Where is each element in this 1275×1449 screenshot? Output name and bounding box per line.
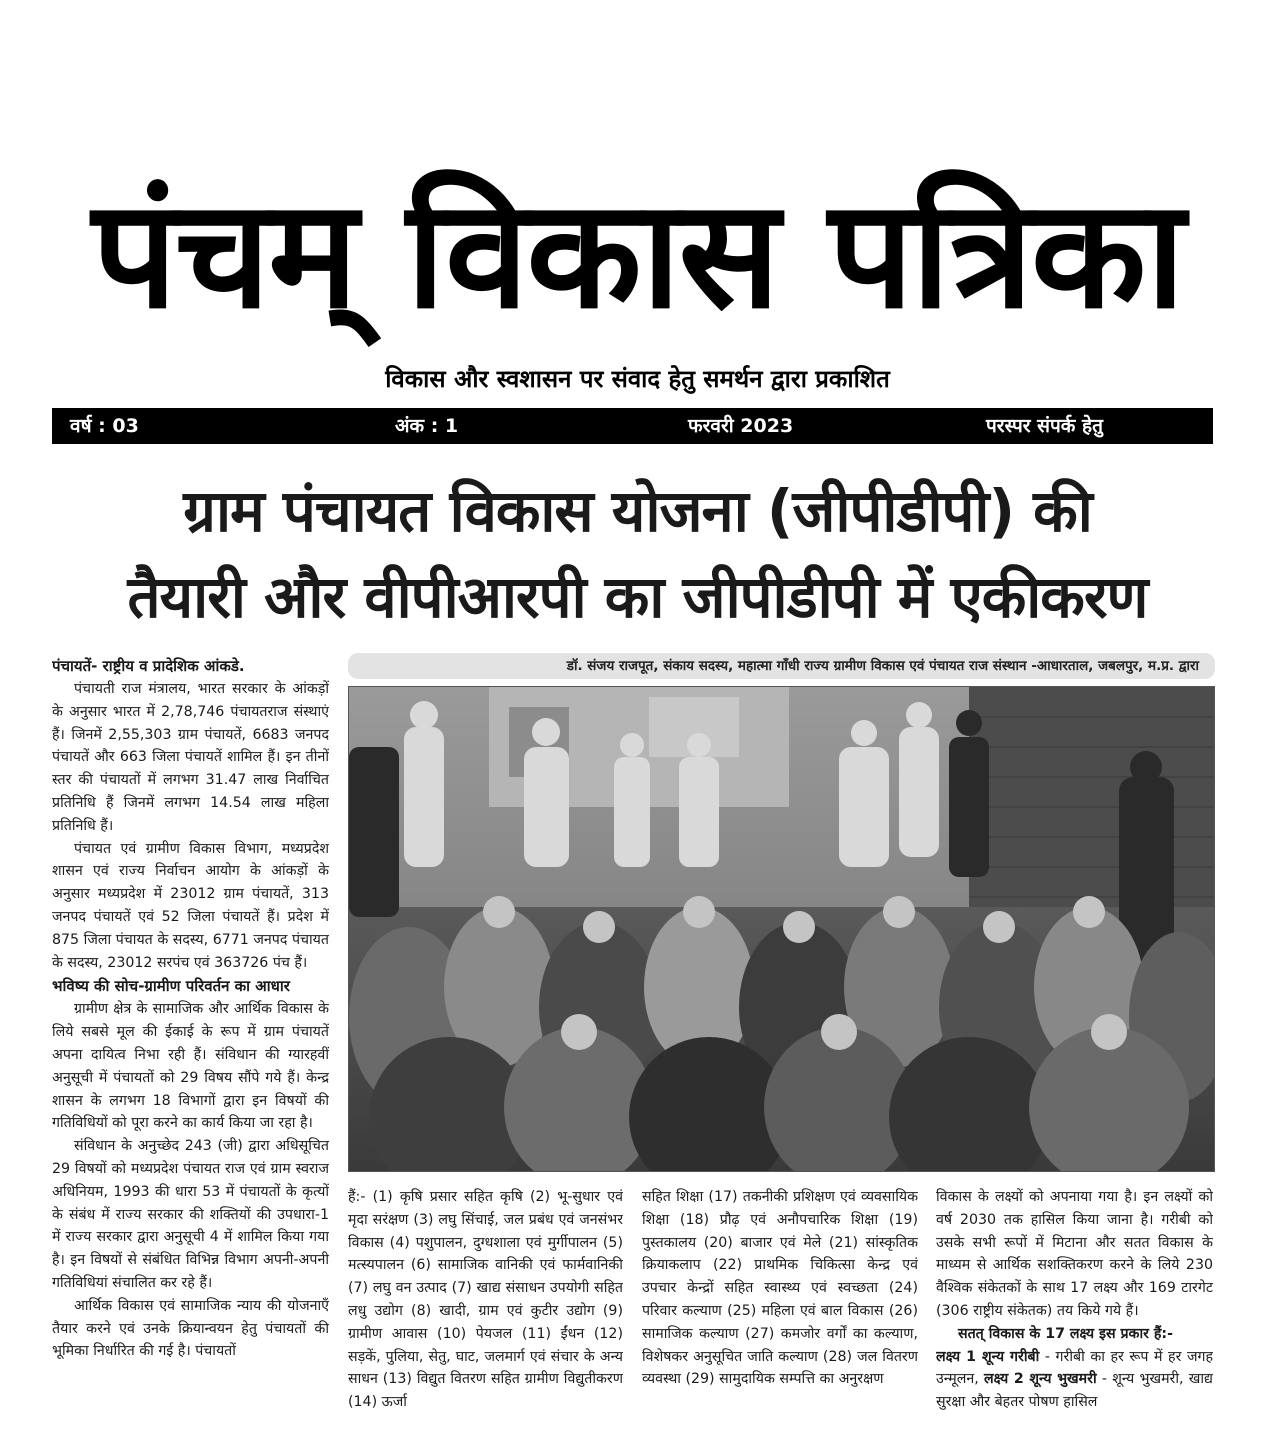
paragraph: आर्थिक विकास एवं सामाजिक न्याय की योजनाएँ तैयार करने एवं उनके क्रियान्वयन हेतु पंचायतों की भूमिका निर्धारित की गई है। पंचायतों: [52, 1297, 329, 1360]
issue-date: फरवरी 2023: [688, 415, 794, 437]
photo-illustration: [349, 687, 1214, 1171]
goal-1-text: - गरीबी का हर रूप में हर जगह उन्मूलन,: [936, 1348, 1213, 1388]
article-headline: [0, 468, 1275, 640]
paragraph: विकास के लक्ष्यों को अपनाया गया है। इन लक्ष्यों को वर्ष 2030 तक हासिल किया जाना है। गरीबी को उसके सभी रूपों में मिटाना और सतत विकास के माध्यम से आर्थिक सशक्तिकरण करने के लिये 230 वैश्विक संकेतकों के साथ 17 लक्ष्य और 169 टारगेट (306 राष्ट्रीय संकेतक) तय किये गये हैं।: [936, 1189, 1213, 1319]
paragraph: संविधान के अनुच्छेद 243 (जी) द्वारा अधिसूचित 29 विषयों को मध्यप्रदेश पंचायत राज एवं ग्राम स्वराज अधिनियम, 1993 की धारा 53 में पंचायतों के कृत्यों के संबंध में राज्य सरकार की शक्तियों की उपधारा-1 में राज्य सरकार द्वारा अनुसूची 4 में शामिल किया गया है। इन विषयों से संबंधित विभिन्न विभाग अपनी-अपनी गतिविधियां संचालित कर रहे हैं।: [52, 1138, 329, 1291]
sdg-goals-paragraph: [936, 1346, 1213, 1414]
masthead-title: पंचम् विकास पत्रिका: [91, 168, 1184, 342]
section-heading-panchayat-stats: पंचायतें- राष्ट्रीय व प्रादेशिक आंकडे.: [52, 657, 245, 675]
headline-line-2: तैयारी और वीपीआरपी का जीपीडीपी में एकीकरण: [127, 563, 1148, 631]
goal-2-label: लक्ष्य 2 शून्य भुखमरी: [984, 1371, 1097, 1388]
goal-2-text: - शून्य भुखमरी, खाद्य सुरक्षा और बेहतर पोषण हासिल: [936, 1371, 1213, 1411]
paragraph: ग्रामीण क्षेत्र के सामाजिक और आर्थिक विकास के लिये सबसे मूल की ईकाई के रूप में ग्राम पंचायतें अपना दायित्व निभा रही हैं। संविधान की ग्यारहवीं अनुसूची में पंचायतों को 29 विषय सौंपे गये हैं। केन्द्र शासन के लगभग 18 विभागों द्वारा इन विषयों की गतिविधियों को पूरा करने का कार्य किया जा रहा है।: [52, 1001, 329, 1132]
article-column-2: [348, 1186, 623, 1449]
goal-1-label: लक्ष्य 1 शून्य गरीबी: [936, 1348, 1040, 1365]
sdg-heading: सतत् विकास के 17 लक्ष्य इस प्रकार हैं:-: [958, 1325, 1173, 1342]
section-heading-future-vision: भविष्य की सोच-ग्रामीण परिवर्तन का आधार: [52, 977, 290, 996]
paragraph: सहित शिक्षा (17) तकनीकी प्रशिक्षण एवं व्यवसायिक शिक्षा (18) प्रौढ़ एवं अनौपचारिक शिक्षा (19) पुस्तकालय (20) बाजार एवं मेले (21) सांस्कृतिक क्रियाकलाप (22) प्राथमिक चिकित्सा केन्द्र एवं उपचार केन्द्रों सहित स्वास्थ्य एवं स्वच्छता (24) परिवार कल्याण (25) महिला एवं बाल विकास (26) सामाजिक कल्याण (27) कमजोर वर्गों का कल्याण, विशेषकर अनुसूचित जाति कल्याण (28) जल वितरण व्यवस्था (29) सामुदायिक सम्पत्ति का अनुरक्षण: [642, 1189, 918, 1388]
paragraph: हैं:- (1) कृषि प्रसार सहित कृषि (2) भू-सुधार एवं मृदा सरंक्षण (3) लघु सिंचाई, जल प्रबंध एवं जनसंभर विकास (4) पशुपालन, दुग्धशाला एवं मुर्गीपालन (5) मत्स्यपालन (6) सामाजिक वानिकी एवं फार्मवानिकी (7) लघु वन उत्पाद (7) खाद्य संसाधन उपयोगी सहित लधु उद्योग (8) खादी, ग्राम एवं कुटीर उद्योग (9) ग्रामीण आवास (10) पेयजल (11) ईंधन (12) सड़कें, पुलिया, सेतु, घाट, जलमार्ग एवं संचार के अन्य साधन (13) विद्युत वितरण सहित ग्रामीण विद्युतीकरण (14) ऊर्जा: [348, 1189, 623, 1411]
contact-label: परस्पर संपर्क हेतु: [986, 415, 1103, 437]
masthead-tagline: विकास और स्वशासन पर संवाद हेतु समर्थन द्वारा प्रकाशित: [385, 365, 890, 393]
paragraph: पंचायत एवं ग्रामीण विकास विभाग, मध्यप्रदेश शासन एवं राज्य निर्वाचन आयोग के आंकड़ों के अनुसार मध्यप्रदेश में 23012 ग्राम पंचायतें, 313 जनपद पंचायतें एवं 52 जिला पंचायतें हैं। प्रदेश में 875 जिला पंचायत के सदस्य, 6771 जनपद पंचायत के सदस्य, 23012 सरपंच एवं 363726 पंच हैं।: [52, 840, 329, 971]
issue-year: वर्ष : 03: [70, 415, 139, 437]
issue-number: अंक : 1: [395, 415, 459, 437]
article-column-1: [52, 654, 329, 1449]
issue-info-bar: [52, 408, 1213, 444]
headline-line-1: ग्राम पंचायत विकास योजना (जीपीडीपी) की: [183, 477, 1092, 545]
article-column-4: [936, 1186, 1213, 1449]
article-column-3: [642, 1186, 918, 1449]
village-meeting-photo: [348, 686, 1215, 1172]
author-byline: डॉ. संजय राजपूत, संकाय सदस्य, महात्मा गाँधी राज्य ग्रामीण विकास एवं पंचायत राज संस्थान -आधारताल, जबलपुर, म.प्र. द्वारा: [348, 653, 1215, 679]
paragraph: पंचायती राज मंत्रालय, भारत सरकार के आंकड़ों के अनुसार भारत में 2,78,746 पंचायतराज संस्थाएं हैं। जिनमें 2,55,303 ग्राम पंचायतें, 6683 जनपद पंचायतें और 663 जिला पंचायतें शामिल हैं। इन तीनों स्तर की पंचायतों में लगभग 31.47 लाख निर्वाचित प्रतिनिधि हैं जिनमें लगभग 14.54 लाख महिला प्रतिनिधि हैं।: [52, 681, 329, 834]
